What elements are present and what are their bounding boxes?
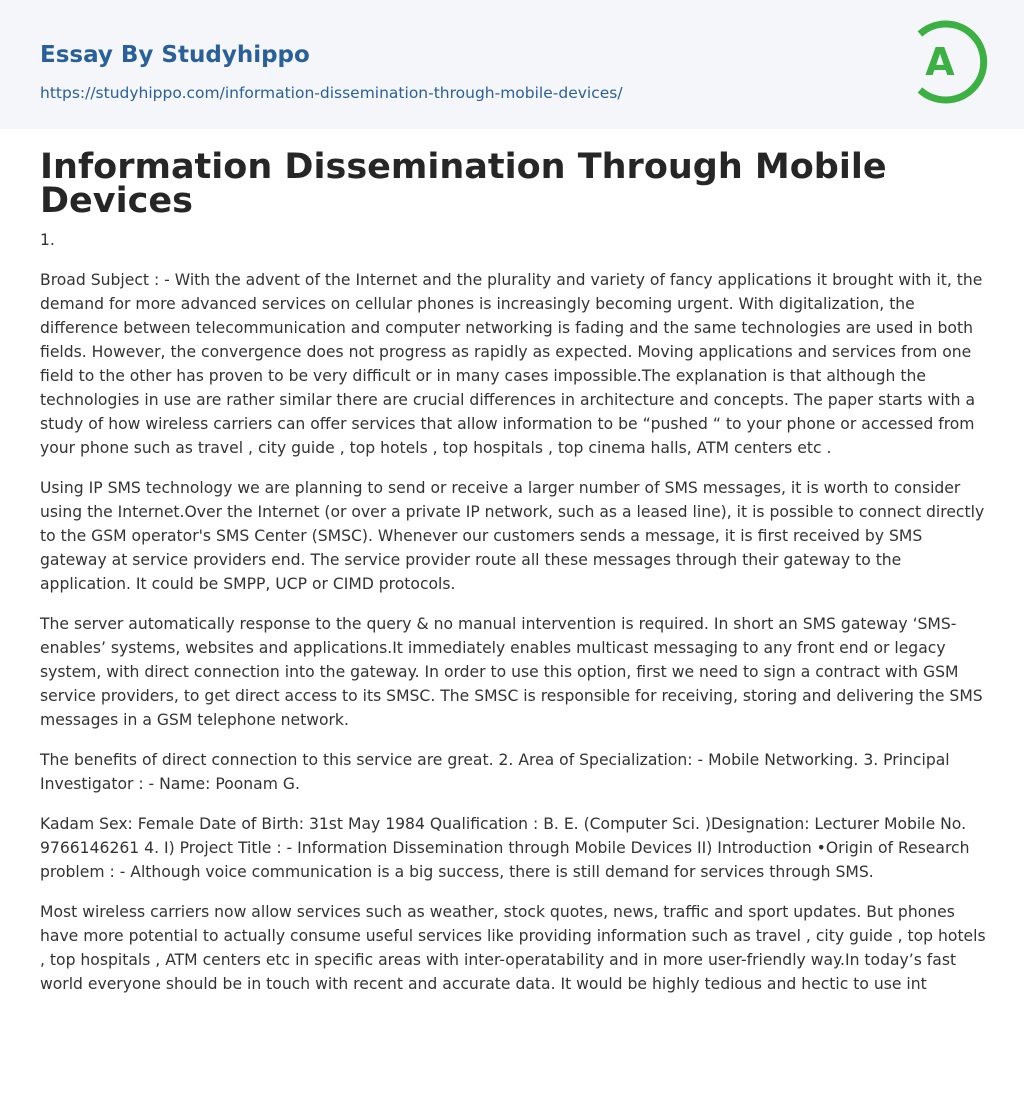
essay-body (40, 228, 988, 1012)
paragraph: Broad Subject : - With the advent of the Internet and the plurality and variety of fancy applications it brought with it, the demand for more advanced services on cellular phones is increasingly becoming urgent. With digitalization, the difference between telecommunication and computer networking is fading and the same technologies are used in both fields. However, the convergence does not progress as rapidly as expected. Moving applications and services from one field to the other has proven to be very difficult or in many cases impossible.The explanation is that although the technologies in use are rather similar there are crucial differences in architecture and concepts. The paper starts with a study of how wireless carriers can offer services that allow information to be “pushed “ to your phone or accessed from your phone such as travel , city guide , top hotels , top hospitals , top cinema halls, ATM centers etc . (40, 271, 983, 457)
paragraph: Kadam Sex: Female Date of Birth: 31st May 1984 Qualification : B. E. (Computer Sci. )Designation: Lecturer Mobile No. 9766146261 4. I) Project Title : - Information Dissemination through Mobile Devices II) Introduction •Origin of Research problem : - Although voice communication is a big success, there is still demand for services through SMS. (40, 815, 970, 881)
logo-letter: A (925, 40, 955, 84)
paragraph: Most wireless carriers now allow services such as weather, stock quotes, news, traffic and sport updates. But phones have more potential to actually consume useful services like providing information such as travel , city guide , top hotels , top hospitals , ATM centers etc in specific areas with inter-operatability and in more user-friendly way.In today’s fast world everyone should be in touch with recent and accurate data. It would be highly tedious and hectic to use int (40, 903, 986, 993)
paragraph: Using IP SMS technology we are planning to send or receive a larger number of SMS messages, it is worth to consider using the Internet.Over the Internet (or over a private IP network, such as a leased line), it is possible to connect directly to the GSM operator's SMS Center (SMSC). Whenever our customers sends a message, it is first received by SMS gateway at service providers end. The service provider route all these messages through their gateway to the application. It could be SMPP, UCP or CIMD protocols. (40, 479, 985, 593)
paragraph: The benefits of direct connection to this service are great. 2. Area of Specialization: - Mobile Networking. 3. Principal Investigator : - Name: Poonam G. (40, 751, 950, 793)
essay-title: Information Dissemination Through Mobile Devices (40, 147, 887, 221)
paragraph: The server automatically response to the query & no manual intervention is required. In short an SMS gateway ‘SMS-enables’ systems, websites and applications.It immediately enables multicast messaging to any front end or legacy system, with direct connection into the gateway. In order to use this option, first we need to sign a contract with GSM service providers, to get direct access to its SMSC. The SMSC is responsible for receiving, storing and delivering the SMS messages in a GSM telephone network. (40, 615, 983, 729)
brand-title: Essay By Studyhippo (40, 42, 310, 68)
source-url-link[interactable]: https://studyhippo.com/information-dissemination-through-mobile-devices/ (40, 84, 623, 102)
page-header (0, 0, 1024, 129)
paragraph: 1. (40, 231, 55, 249)
studyhippo-logo-icon (910, 18, 988, 106)
